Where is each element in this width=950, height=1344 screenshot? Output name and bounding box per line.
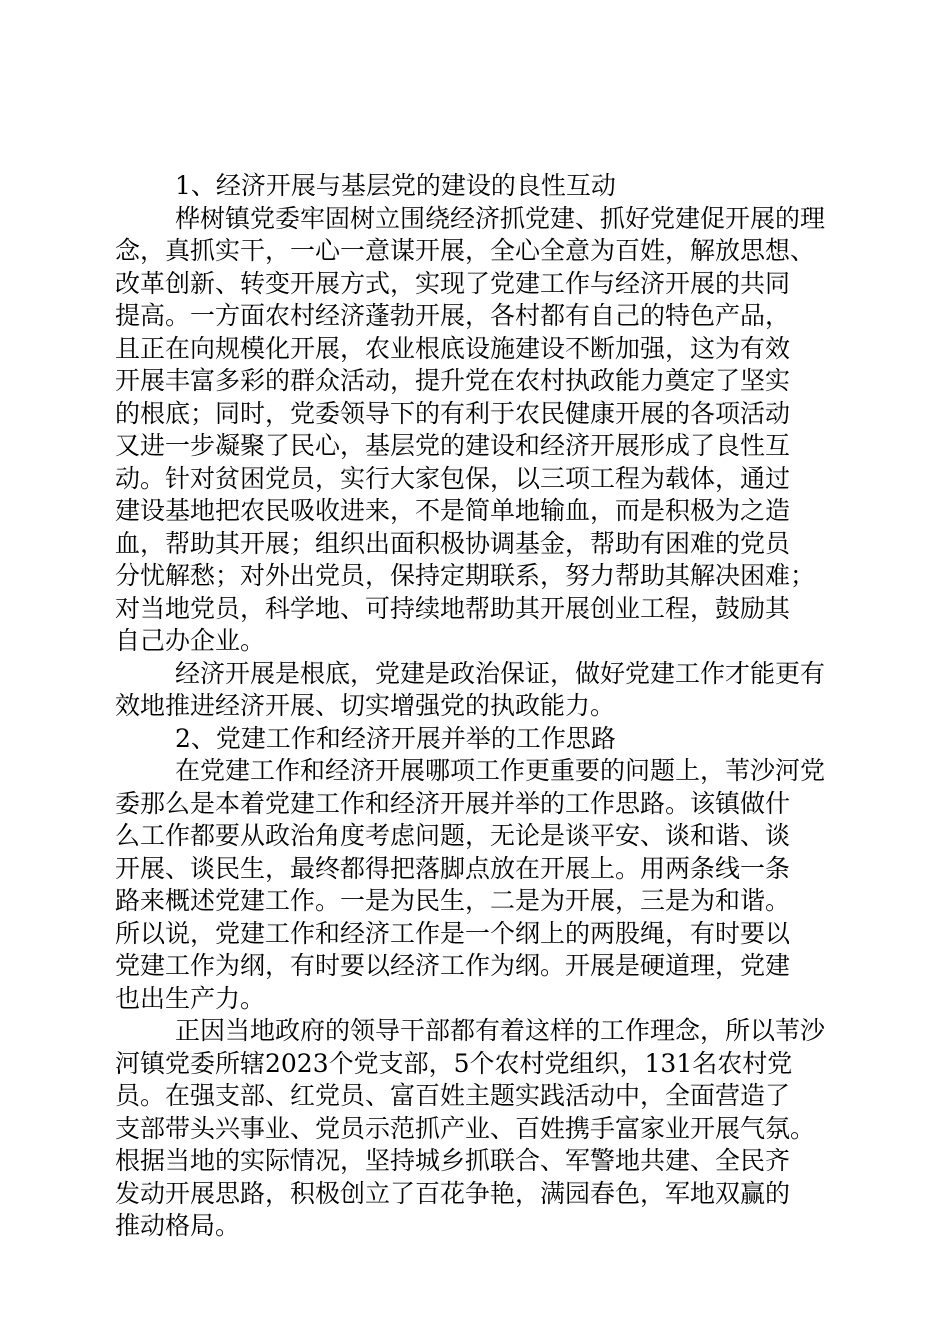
paragraph-line: 开展丰富多彩的群众活动，提升党在农村执政能力奠定了坚实	[115, 366, 791, 395]
paragraph-line: 且正在向规模化开展，农业根底设施建设不断加强，这为有效	[115, 333, 791, 363]
paragraph-line: 自己办企业。	[115, 626, 266, 655]
paragraph-line: 分忧解愁；对外出党员，保持定期联系，努力帮助其解决困难；	[115, 561, 816, 590]
paragraph-line: 对当地党员，科学地、可持续地帮助其开展创业工程，鼓励其	[115, 593, 791, 623]
paragraph-line: 委那么是本着党建工作和经济开展并举的工作思路。该镇做什	[115, 788, 791, 818]
paragraph-line: 根据当地的实际情况，坚持城乡抓联合、军警地共建、全民齐	[115, 1146, 791, 1175]
paragraph-line: 改革创新、转变开展方式，实现了党建工作与经济开展的共同	[115, 268, 791, 298]
paragraph-line: 所以说，党建工作和经济工作是一个纲上的两股绳，有时要以	[115, 918, 791, 948]
section-2	[115, 723, 835, 1243]
paragraph-line: 也出生产力。	[115, 983, 266, 1013]
paragraph	[115, 658, 835, 723]
paragraph-line: 正因当地政府的领导干部都有着这样的工作理念，所以苇沙	[175, 1016, 826, 1045]
section-heading: 1、经济开展与基层党的建设的良性互动	[175, 171, 616, 200]
paragraph	[115, 755, 835, 1015]
paragraph-line: 党建工作为纲，有时要以经济工作为纲。开展是硬道理，党建	[115, 951, 791, 980]
paragraph-line: 效地推进经济开展、切实增强党的执政能力。	[115, 691, 616, 720]
document-page	[115, 170, 835, 1243]
paragraph-line: 在党建工作和经济开展哪项工作更重要的问题上，苇沙河党	[175, 756, 826, 785]
section-heading: 2、党建工作和经济开展并举的工作思路	[175, 723, 616, 753]
paragraph-line: 桦树镇党委牢固树立围绕经济抓党建、抓好党建促开展的理	[175, 203, 826, 233]
paragraph	[115, 1015, 835, 1243]
paragraph	[115, 203, 835, 658]
paragraph-line: 支部带头兴事业、党员示范抓产业、百姓携手富家业开展气氛。	[115, 1113, 816, 1143]
paragraph-line: 开展、谈民生，最终都得把落脚点放在开展上。用两条线一条	[115, 853, 791, 883]
paragraph-line: 建设基地把农民吸收进来，不是简单地输血，而是积极为之造	[115, 496, 791, 525]
paragraph-line: 推动格局。	[115, 1211, 241, 1240]
paragraph-line: 发动开展思路，积极创立了百花争艳，满园春色，军地双赢的	[115, 1178, 791, 1208]
paragraph-line: 员。在强支部、红党员、富百姓主题实践活动中，全面营造了	[115, 1081, 791, 1110]
paragraph-line: 念，真抓实干，一心一意谋开展，全心全意为百姓，解放思想、	[115, 236, 816, 265]
paragraph-line: 的根底；同时，党委领导下的有利于农民健康开展的各项活动	[115, 398, 791, 428]
paragraph-line: 经济开展是根底，党建是政治保证，做好党建工作才能更有	[175, 658, 826, 688]
section-1	[115, 170, 835, 723]
paragraph-line: 提高。一方面农村经济蓬勃开展，各村都有自己的特色产品，	[115, 301, 791, 330]
paragraph-line: 河镇党委所辖2023个党支部，5个农村党组织，131名农村党	[115, 1048, 793, 1078]
paragraph-line: 路来概述党建工作。一是为民生，二是为开展，三是为和谐。	[115, 886, 791, 915]
paragraph-line: 又进一步凝聚了民心，基层党的建设和经济开展形成了良性互	[115, 431, 791, 460]
paragraph-line: 动。针对贫困党员，实行大家包保，以三项工程为载体，通过	[115, 463, 791, 493]
paragraph-line: 么工作都要从政治角度考虑问题，无论是谈平安、谈和谐、谈	[115, 821, 791, 850]
paragraph-line: 血，帮助其开展；组织出面积极协调基金，帮助有困难的党员	[115, 528, 791, 558]
